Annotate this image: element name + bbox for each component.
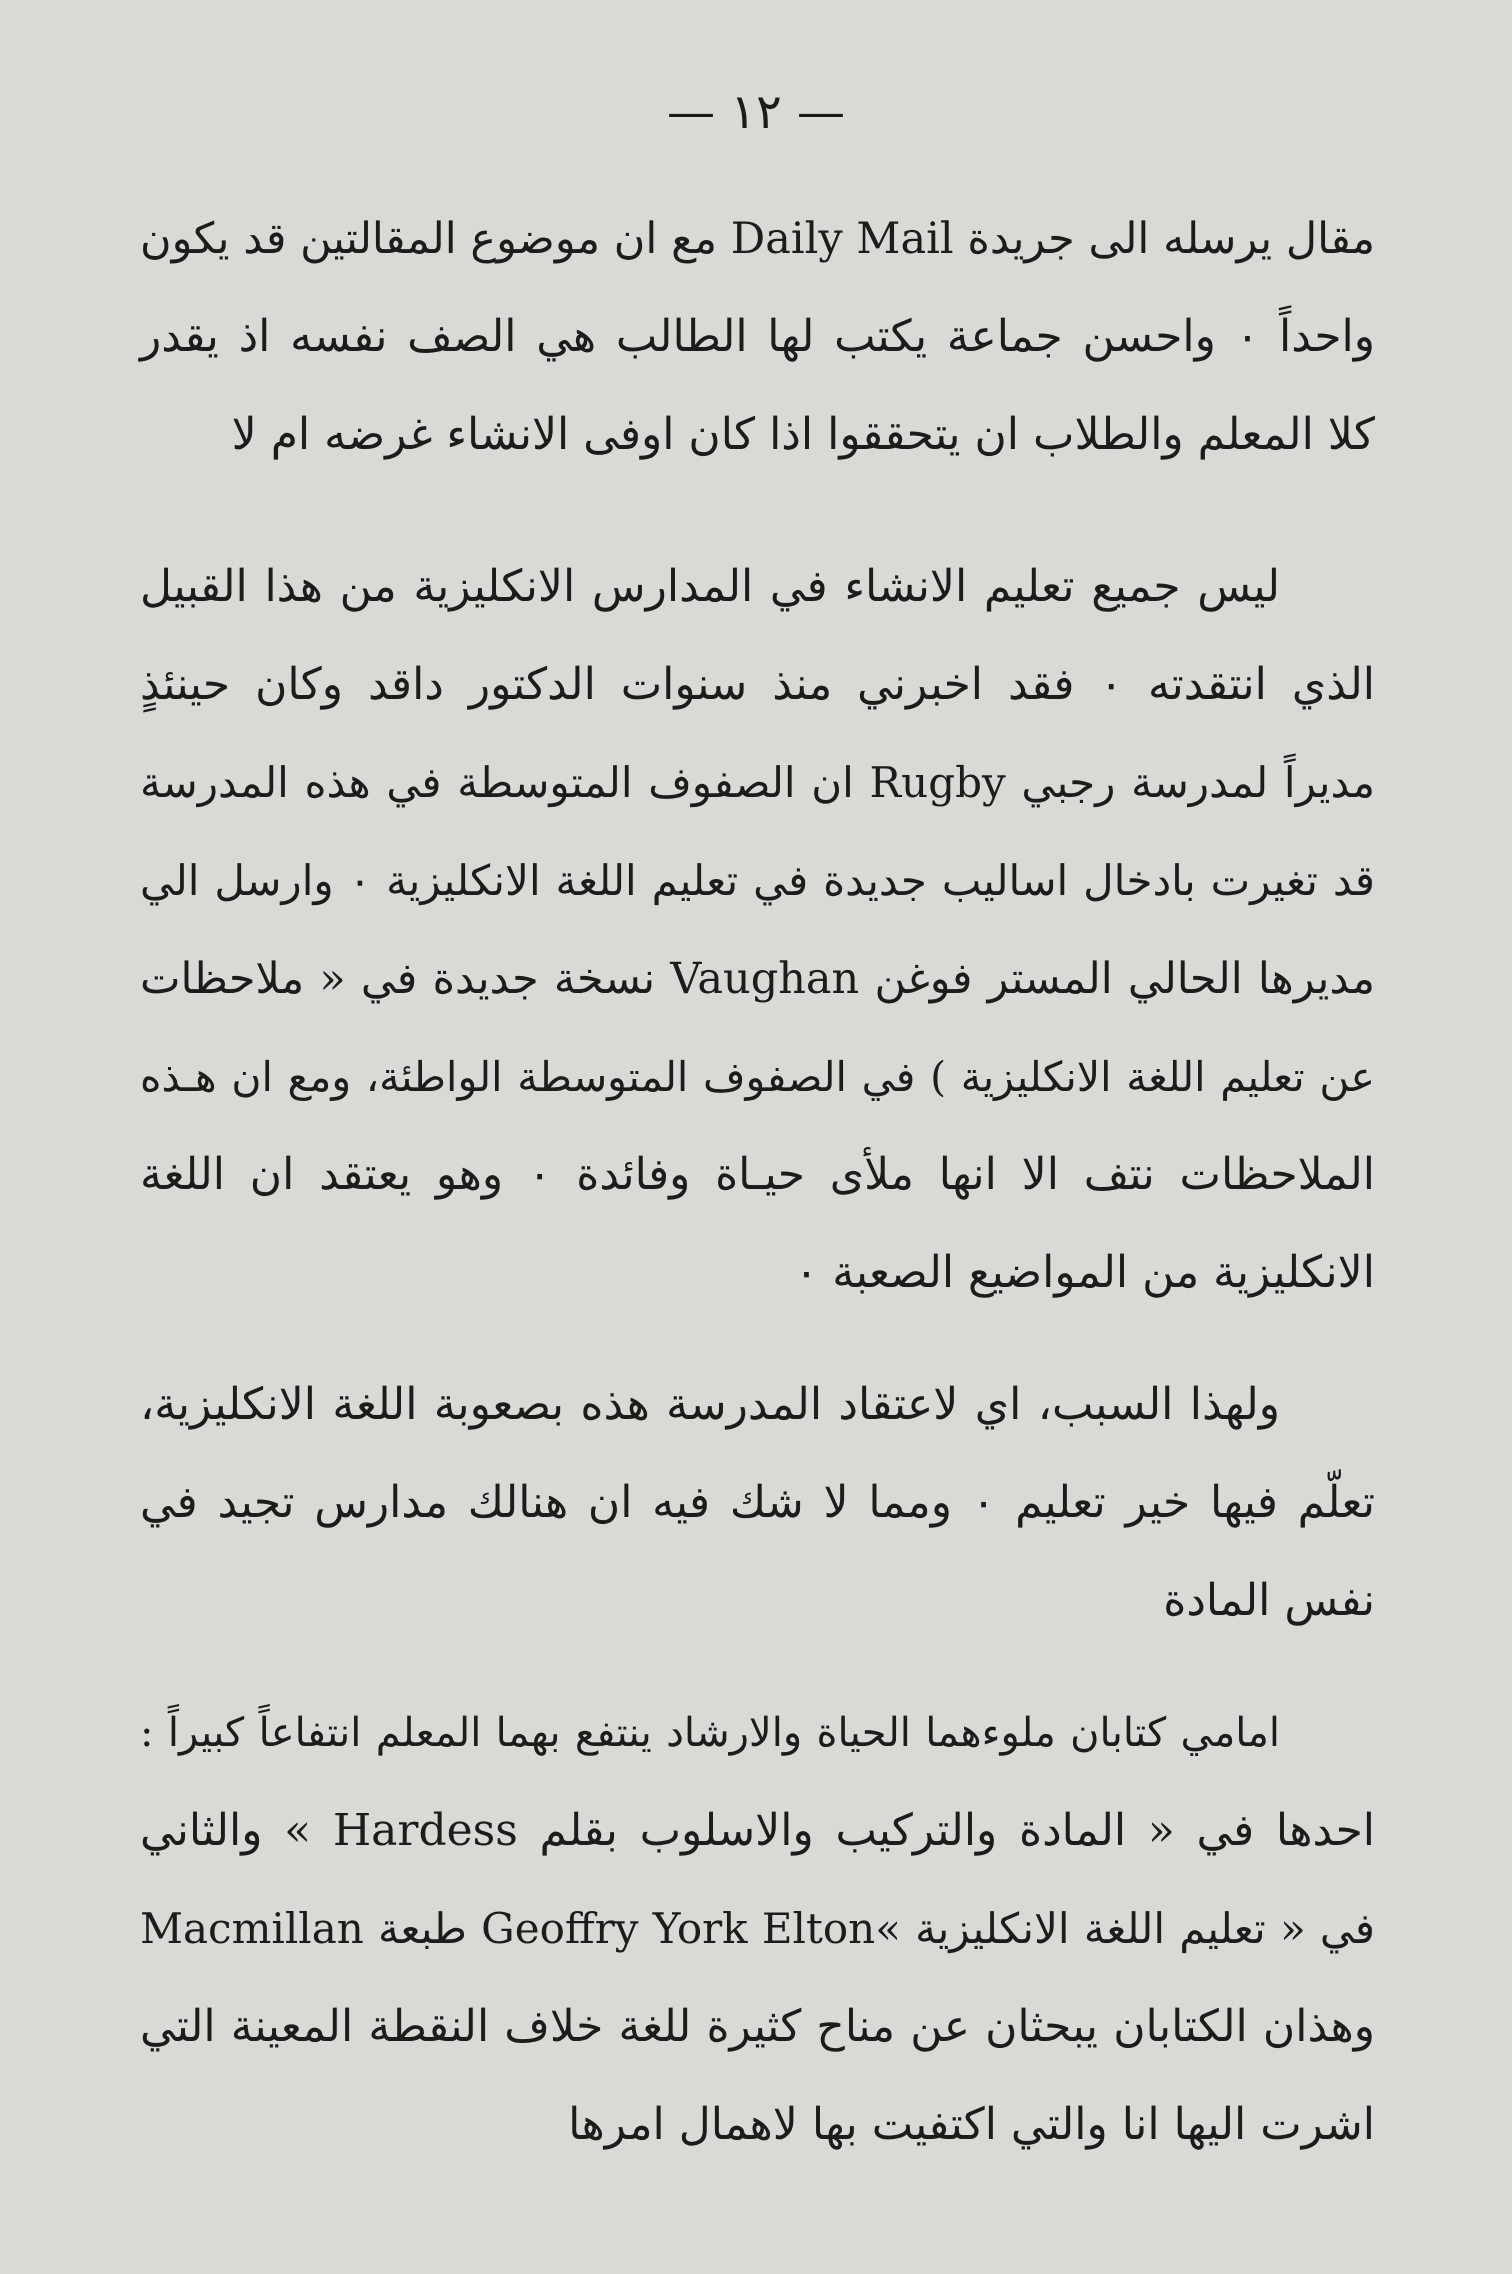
text-line: في « تعليم اللغة الانكليزية »Geoffry York Elton طبعة Macmillan [140, 1904, 1375, 1953]
text-line: الملاحظات نتف الا انها ملأى حيـاة وفائدة ٠ وهو يعتقد ان اللغة [140, 1149, 1375, 1200]
paragraph-4 [140, 1684, 1375, 2174]
text-line: عن تعليم اللغة الانكليزية ) في الصفوف المتوسطة الواطئة، ومع ان هـذه [140, 1053, 1375, 1101]
text-line: ليس جميع تعليم الانشاء في المدارس الانكليزية من هذا القبيل [140, 561, 1280, 612]
page-number: — ١٢ — [666, 84, 846, 140]
text-line: مقال يرسله الى جريدة Daily Mail مع ان موضوع المقالتين قد يكون [140, 214, 1376, 264]
text-line: تعلّم فيها خير تعليم ٠ ومما لا شك فيه ان هنالك مدارس تجيد في [140, 1477, 1375, 1528]
text-line: واحداً ٠ واحسن جماعة يكتب لها الطالب هي الصف نفسه اذ يقدر [140, 311, 1375, 362]
text-line: مديرها الحالي المستر فوغن Vaughan نسخة جديدة في « ملاحظات [140, 954, 1376, 1004]
text-line: الذي انتقدته ٠ فقد اخبرني منذ سنوات الدكتور داقد وكان حينئذٍ [140, 659, 1376, 710]
text-line: الانكليزية من المواضيع الصعبة ٠ [794, 1247, 1375, 1298]
text-line: امامي كتابان ملوءهما الحياة والارشاد ينتفع بهما المعلم انتفاعاً كبيراً : [140, 1710, 1280, 1756]
paragraph-2 [140, 538, 1375, 1322]
text-line: احدها في « المادة والتركيب والاسلوب بقلم Hardess » والثاني [140, 1805, 1375, 1856]
text-line: اشرت اليها انا والتي اكتفيت بها لاهمال امرها [568, 2099, 1375, 2150]
text-line: نفس المادة [1163, 1575, 1375, 1626]
text-line: كلا المعلم والطلاب ان يتحققوا اذا كان اوفى الانشاء غرضه ام لا [231, 409, 1375, 460]
paragraph-3 [140, 1356, 1375, 1650]
text-line: مديراً لمدرسة رجبي Rugby ان الصفوف المتوسطة في هذه المدرسة [140, 758, 1375, 807]
paragraph-1 [140, 190, 1375, 484]
text-line: ولهذا السبب، اي لاعتقاد المدرسة هذه بصعوبة اللغة الانكليزية، [140, 1379, 1280, 1430]
text-line: قد تغيرت بادخال اساليب جديدة في تعليم اللغة الانكليزية ٠ وارسل الي [140, 856, 1375, 905]
text-line: وهذان الكتابان يبحثان عن مناح كثيرة للغة خلاف النقطة المعينة التي [140, 2001, 1375, 2052]
